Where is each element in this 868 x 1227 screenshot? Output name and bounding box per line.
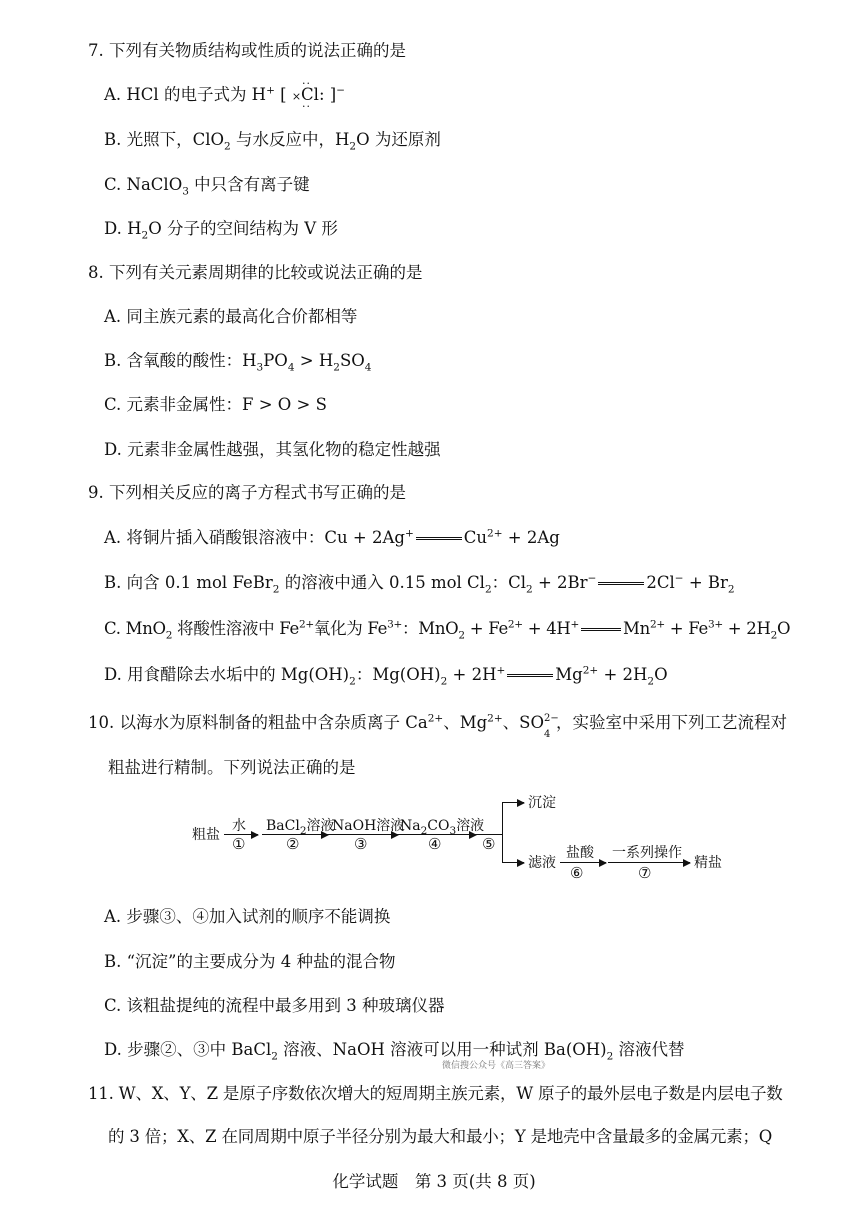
q8-b-text2: PO — [263, 351, 288, 370]
bacl2-formula: BaCl — [266, 818, 300, 834]
bracket-close: ] — [329, 85, 337, 104]
flow-reagent-bacl2 — [266, 815, 335, 835]
q9-a-text2: Cu — [463, 528, 488, 547]
flow-branch-line — [502, 802, 503, 862]
q10-option-c: C. 该粗盐提纯的流程中最多用到 3 种玻璃仪器 — [104, 996, 445, 1015]
flow-operations: 一系列操作 — [612, 845, 682, 861]
q9-d-text6: O — [654, 665, 668, 684]
q9-a-text3: + 2Ag — [502, 528, 560, 547]
q8-option-c: C. 元素非金属性：F > O > S — [104, 395, 327, 414]
na2co3-solution: 溶液 — [456, 818, 485, 834]
flow-step-3: ③ — [354, 835, 368, 853]
q9-option-d — [104, 664, 668, 686]
q9-c-text10: O — [776, 619, 791, 638]
q7-c-text2: 中只含有离子键 — [188, 175, 310, 194]
sub: 4 — [364, 361, 372, 374]
sub: 2 — [333, 361, 340, 374]
q8-b-text4: SO — [339, 351, 365, 370]
q9-d-text3: + 2H — [447, 665, 497, 684]
q10-d-text3: 溶液代替 — [613, 1040, 685, 1059]
sub: 2 — [727, 583, 735, 596]
q7-a-prefix: A. HCl 的电子式为 H — [104, 85, 267, 104]
q9-c-text9: + 2H — [722, 619, 771, 638]
q8-b-text3: > H — [294, 351, 334, 370]
q9-d-text4: Mg — [555, 665, 583, 684]
flow-step-5: ⑤ — [482, 835, 496, 853]
sub: 2 — [770, 629, 777, 642]
equals-arrow — [581, 628, 621, 631]
q7-option-b — [104, 129, 441, 151]
sub: 3 — [182, 185, 189, 198]
co: CO — [427, 818, 450, 834]
charge: 2− — [543, 713, 559, 724]
q11-line2: 的 3 倍；X、Z 在同周期中原子半径分别为最大和最小；Y 是地壳中含量最多的金属元素；Q — [108, 1127, 773, 1146]
q9-c-text4: ：MnO — [402, 619, 459, 638]
q8-option-a: A. 同主族元素的最高化合价都相等 — [104, 307, 358, 326]
q9-stem: 9. 下列相关反应的离子方程式书写正确的是 — [88, 483, 406, 502]
flow-reagent-hcl: 盐酸 — [566, 845, 594, 861]
sub: 2 — [349, 140, 357, 153]
q9-c-text6: + 4H — [522, 619, 571, 638]
q10-stem-c: 、SO — [502, 713, 544, 732]
sup: 2+ — [582, 664, 599, 677]
sup: − — [674, 572, 684, 585]
q7-d-text1: D. H — [104, 219, 142, 238]
sub: 2 — [141, 229, 149, 242]
flow-step-6: ⑥ — [570, 864, 584, 882]
equals-arrow — [598, 582, 644, 585]
sub: 2 — [458, 629, 465, 642]
q7-option-c — [104, 174, 310, 196]
sup: 3+ — [387, 618, 403, 631]
q10-option-b: B. “沉淀”的主要成分为 4 种盐的混合物 — [104, 952, 396, 971]
q11-line1: 11. W、X、Y、Z 是原子序数依次增大的短周期主族元素，W 原子的最外层电子数是内层电子数 — [88, 1084, 783, 1103]
sub: 2 — [420, 824, 428, 837]
sup: − — [587, 572, 597, 585]
q9-b-text2: 的溶液中通入 0.15 mol Cl — [279, 573, 485, 592]
q9-c-text5: + Fe — [464, 619, 508, 638]
flow-reagent-water: 水 — [232, 818, 246, 834]
sup: 3+ — [707, 618, 723, 631]
flow-arrow-precipitate — [502, 802, 524, 803]
subscript: 4 — [543, 729, 551, 740]
sub: 2 — [224, 140, 231, 153]
sub: 2 — [484, 583, 492, 596]
sub: 3 — [256, 361, 264, 374]
sub: 2 — [299, 824, 307, 837]
sub: 2 — [271, 1050, 278, 1063]
sup: 2+ — [649, 618, 665, 631]
sub: 3 — [449, 824, 457, 837]
q7-b-text2: 与水反应中，H — [230, 130, 350, 149]
q8-stem: 8. 下列有关元素周期律的比较或说法正确的是 — [88, 263, 423, 282]
q8-option-b — [104, 350, 371, 372]
sub: 2 — [606, 1050, 614, 1063]
q9-c-text2: 将酸性溶液中 Fe — [172, 619, 299, 638]
bacl2-solution: 溶液 — [306, 818, 335, 834]
equals-arrow — [507, 674, 553, 677]
q9-b-text5: 2Cl — [646, 573, 675, 592]
electron-x: × — [291, 90, 302, 103]
flow-precipitate: 沉淀 — [528, 795, 556, 811]
so4-charge — [543, 713, 559, 740]
q7-b-text3: O 为还原剂 — [356, 130, 441, 149]
page-footer: 化学试题 第 3 页(共 8 页) — [332, 1172, 536, 1191]
flow-arrow-6 — [560, 862, 606, 863]
process-flow-diagram — [192, 790, 752, 880]
sup-plus: + — [266, 84, 275, 97]
q7-c-text1: C. NaClO — [104, 175, 183, 194]
q10-d-text1: D. 步骤②、③中 BaCl — [104, 1040, 272, 1059]
flow-reagent-na2co3 — [400, 815, 484, 835]
q7-option-a — [104, 84, 345, 108]
sup: 2+ — [507, 618, 523, 631]
chlorine-symbol: ·· Cl ·· — [301, 84, 319, 106]
q9-option-b — [104, 572, 735, 594]
q9-b-text6: + Br — [683, 573, 728, 592]
q10-option-d — [104, 1039, 685, 1061]
q9-option-a — [104, 527, 560, 549]
electron-pair: : — [318, 85, 325, 104]
flow-start-crude-salt: 粗盐 — [192, 827, 220, 843]
sup-minus: − — [336, 84, 346, 97]
q9-c-text8: + Fe — [664, 619, 708, 638]
q9-c-text3: 氧化为 Fe — [313, 619, 388, 638]
sup: + — [570, 618, 580, 631]
sub: 2 — [165, 629, 173, 642]
flow-step-4: ④ — [428, 835, 442, 853]
q7-d-text2: O 分子的空间结构为 V 形 — [148, 219, 338, 238]
sub: 4 — [287, 361, 295, 374]
q9-b-text3: ：Cl — [491, 573, 527, 592]
q7-b-text1: B. 光照下，ClO — [104, 130, 225, 149]
sup: 2+ — [487, 527, 503, 540]
q9-d-text1: D. 用食醋除去水垢中的 Mg(OH) — [104, 665, 350, 684]
flow-step-2: ② — [286, 835, 300, 853]
q10-stem-line2: 粗盐进行精制。下列说法正确的是 — [108, 758, 356, 777]
flow-step-7: ⑦ — [638, 864, 652, 882]
q10-option-a: A. 步骤③、④加入试剂的顺序不能调换 — [104, 907, 391, 926]
flow-reagent-naoh: NaOH溶液 — [332, 818, 405, 834]
q9-d-text2: ：Mg(OH) — [355, 665, 441, 684]
q9-b-text1: B. 向含 0.1 mol FeBr — [104, 573, 273, 592]
flow-arrow-7 — [608, 862, 690, 863]
sup: 2+ — [427, 712, 444, 725]
bracket-open: [ — [280, 85, 287, 104]
q8-b-text1: B. 含氧酸的酸性：H — [104, 351, 257, 370]
q9-option-c — [104, 618, 790, 640]
equals-arrow — [416, 537, 462, 540]
na: Na — [400, 818, 421, 834]
q9-d-text5: + 2H — [598, 665, 648, 684]
q7-option-d — [104, 218, 338, 240]
q9-c-text1: C. MnO — [104, 619, 166, 638]
q10-stem-b: 、Mg — [443, 713, 488, 732]
sub: 2 — [647, 675, 655, 688]
q9-b-text4: + 2Br — [532, 573, 588, 592]
sub: 2 — [272, 583, 280, 596]
q10-stem-line1 — [88, 712, 787, 740]
q10-d-text2: 溶液、NaOH 溶液可以用一种试剂 Ba(OH) — [277, 1040, 607, 1059]
sub: 2 — [526, 583, 533, 596]
flow-filtrate: 滤液 — [528, 855, 556, 871]
sub: 2 — [440, 675, 448, 688]
q7-stem: 7. 下列有关物质结构或性质的说法正确的是 — [88, 41, 406, 60]
q9-c-text7: Mn — [623, 619, 650, 638]
q10-stem-d: ，实验室中采用下列工艺流程对 — [555, 713, 787, 732]
watermark: 微信搜公众号《高三答案》 — [442, 1061, 551, 1071]
sup: + — [496, 664, 506, 677]
q8-option-d: D. 元素非金属性越强，其氢化物的稳定性越强 — [104, 440, 441, 459]
sup: 2+ — [487, 712, 503, 725]
flow-step-1: ① — [232, 835, 246, 853]
flow-arrow-filtrate — [502, 862, 524, 863]
q9-a-text1: A. 将铜片插入硝酸银溶液中：Cu + 2Ag — [104, 528, 405, 547]
sup: + — [404, 527, 414, 540]
sup: 2+ — [298, 618, 314, 631]
sub: 2 — [349, 675, 356, 688]
q10-stem-a: 10. 以海水为原料制备的粗盐中含杂质离子 Ca — [88, 713, 428, 732]
flow-product-refined-salt: 精盐 — [694, 855, 722, 871]
